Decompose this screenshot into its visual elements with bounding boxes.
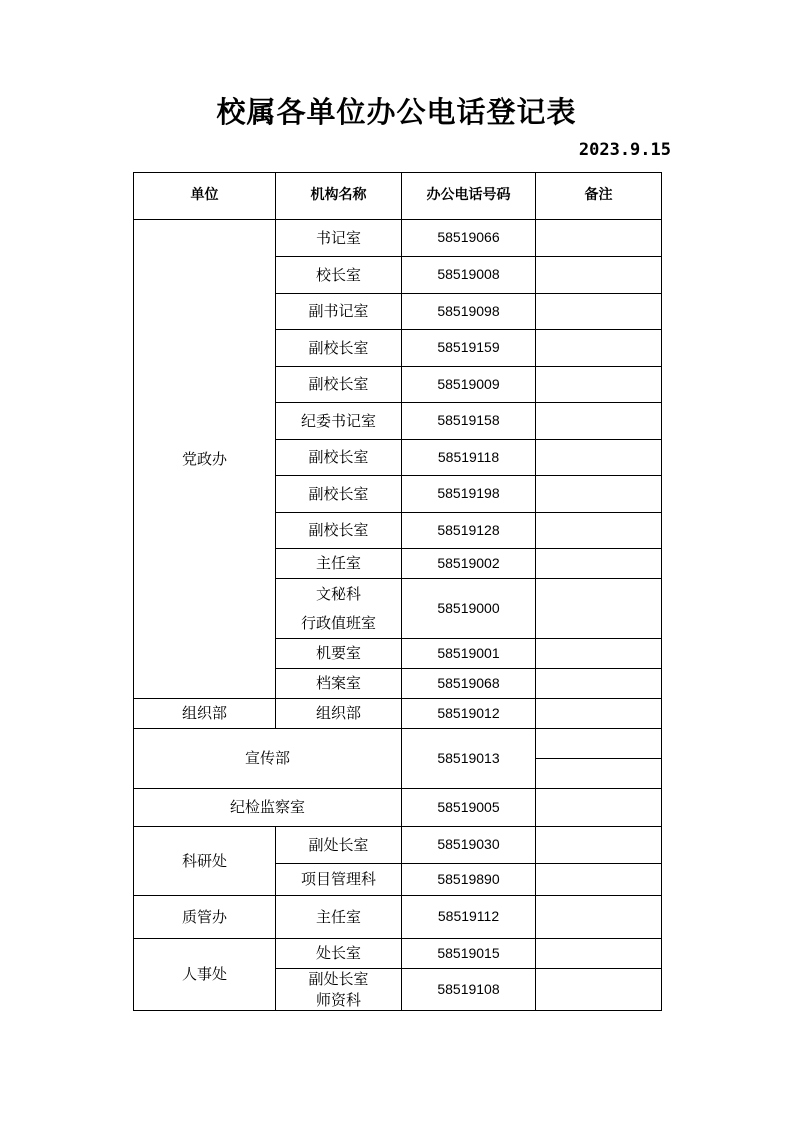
unit-cell: 人事处 [134,939,276,1011]
remark-cell [536,549,662,579]
phone-table [133,172,662,1011]
org-cell: 副校长室 [276,440,402,476]
remark-cell [536,827,662,864]
phone-cell: 58519159 [402,330,536,367]
remark-cell [536,699,662,729]
header-org: 机构名称 [276,173,402,220]
remark-cell [536,896,662,939]
org-cell: 副校长室 [276,476,402,513]
table-row [134,220,662,257]
phone-cell: 58519000 [402,579,536,639]
phone-cell: 58519012 [402,699,536,729]
org-cell: 副书记室 [276,294,402,330]
org-cell: 书记室 [276,220,402,257]
org-cell: 副校长室 [276,330,402,367]
org-cell: 纪委书记室 [276,403,402,440]
remark-cell [536,729,662,759]
org-cell: 校长室 [276,257,402,294]
org-line: 行政值班室 [300,613,376,632]
phone-cell: 58519002 [402,549,536,579]
phone-cell: 58519068 [402,669,536,699]
unit-cell: 党政办 [134,220,276,699]
unit-cell: 宣传部 [134,729,402,789]
org-line: 师资科 [315,990,361,1009]
org-cell: 主任室 [276,896,402,939]
org-cell: 项目管理科 [276,864,402,896]
remark-cell [536,939,662,969]
remark-cell [536,789,662,827]
table-row [134,699,662,729]
phone-cell: 58519066 [402,220,536,257]
remark-cell [536,330,662,367]
date-label: 2023.9.15 [578,140,671,160]
table-row [134,827,662,864]
org-cell: 主任室 [276,549,402,579]
table-row [134,939,662,969]
remark-cell [536,403,662,440]
remark-cell [536,759,662,789]
phone-cell: 58519030 [402,827,536,864]
header-row [134,173,662,220]
header-phone: 办公电话号码 [402,173,536,220]
phone-cell: 58519128 [402,513,536,549]
phone-cell: 58519158 [402,403,536,440]
org-cell: 处长室 [276,939,402,969]
phone-cell: 58519890 [402,864,536,896]
org-cell: 副处长室 [276,827,402,864]
header-remark: 备注 [536,173,662,220]
org-cell: 副校长室 [276,367,402,403]
org-cell: 副校长室 [276,513,402,549]
org-cell [276,579,402,639]
remark-cell [536,367,662,403]
phone-cell: 58519013 [402,729,536,789]
org-cell: 档案室 [276,669,402,699]
phone-cell: 58519015 [402,939,536,969]
unit-cell: 质管办 [134,896,276,939]
remark-cell [536,513,662,549]
header-unit: 单位 [134,173,276,220]
phone-cell: 58519118 [402,440,536,476]
page-title: 校属各单位办公电话登记表 [216,95,577,129]
phone-cell: 58519001 [402,639,536,669]
phone-cell: 58519098 [402,294,536,330]
unit-cell: 科研处 [134,827,276,896]
phone-cell: 58519198 [402,476,536,513]
remark-cell [536,669,662,699]
unit-cell: 组织部 [134,699,276,729]
phone-cell: 58519112 [402,896,536,939]
remark-cell [536,969,662,1011]
remark-cell [536,294,662,330]
phone-cell: 58519005 [402,789,536,827]
remark-cell [536,476,662,513]
remark-cell [536,864,662,896]
remark-cell [536,639,662,669]
org-cell: 组织部 [276,699,402,729]
org-line: 文秘科 [315,585,361,603]
table-row [134,896,662,939]
remark-cell [536,257,662,294]
phone-cell: 58519008 [402,257,536,294]
table-row [134,789,662,827]
phone-cell: 58519009 [402,367,536,403]
remark-cell [536,220,662,257]
org-cell: 机要室 [276,639,402,669]
unit-cell: 纪检监察室 [134,789,402,827]
org-cell [276,969,402,1011]
remark-cell [536,440,662,476]
table-row [134,729,662,759]
remark-cell [536,579,662,639]
org-line: 副处长室 [308,970,369,989]
phone-cell: 58519108 [402,969,536,1011]
